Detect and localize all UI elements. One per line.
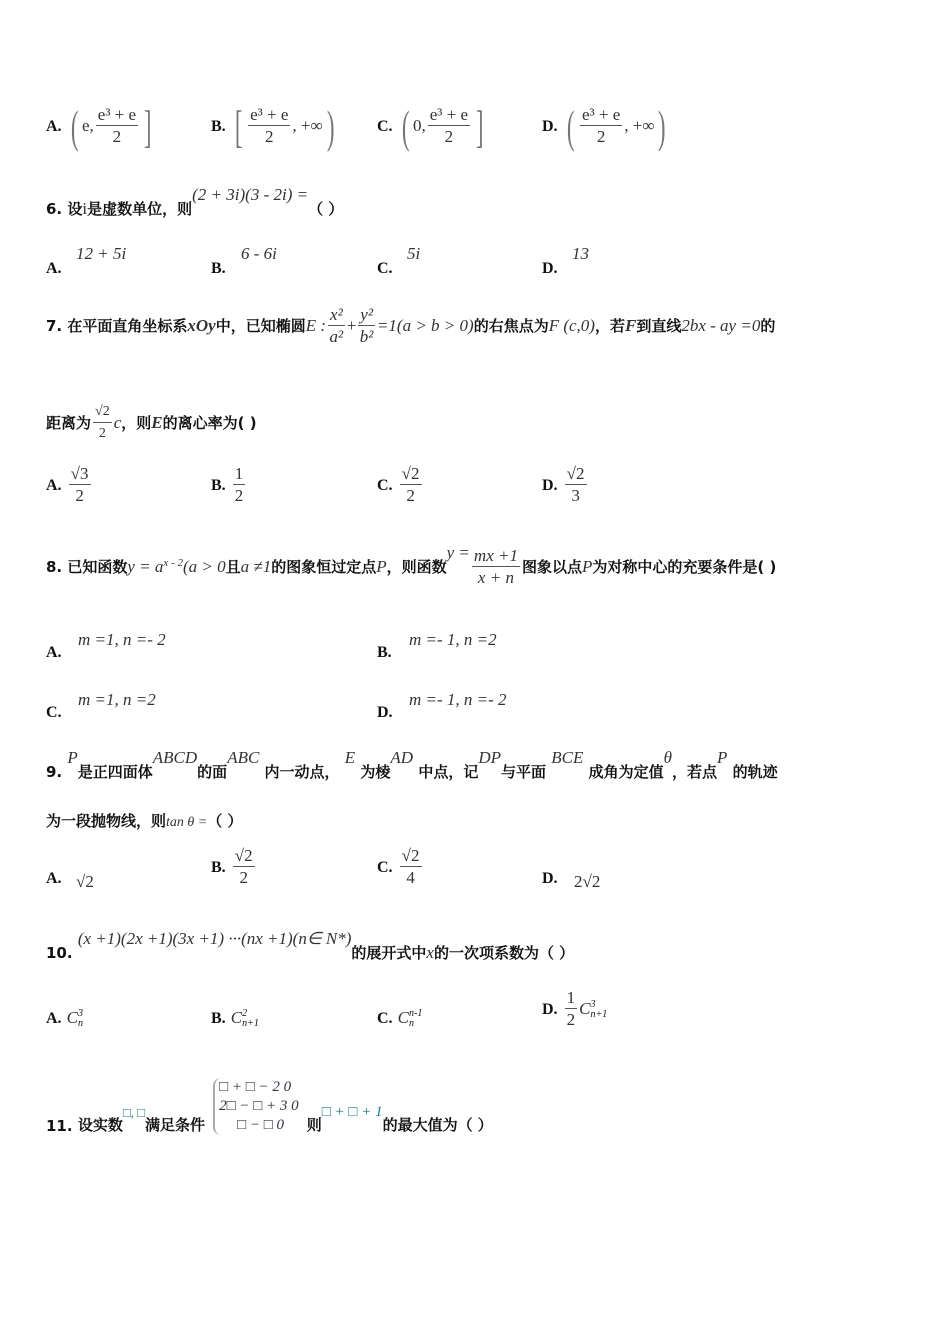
q7-l2b: ，则 (121, 414, 152, 432)
q7-num: 7. (46, 317, 63, 335)
q10-num: 10. (46, 944, 73, 962)
q9-P2: P (717, 748, 728, 767)
q6-options-0-value: 12 + 5i (76, 244, 127, 263)
q10-options-3-pre_n: 1 (566, 988, 576, 1007)
q5-options-3-post: , +∞ (624, 116, 655, 135)
q10-stem (46, 929, 575, 963)
q10-options-3-sub: n+1 (590, 1008, 608, 1020)
q8-cond: (a > 0 (182, 557, 226, 576)
fraction (248, 105, 290, 148)
q5-options-1-close: ) (326, 101, 335, 152)
fraction (400, 464, 422, 507)
fraction (233, 464, 246, 507)
q9-theta: θ (663, 748, 672, 767)
q7-option-b[interactable] (211, 464, 247, 507)
q7-eq: =1(a > b > 0) (376, 316, 474, 335)
q10-options-0-sup: 3 (78, 1007, 83, 1019)
q7-options-1-den: 2 (234, 486, 244, 505)
q10-options-0-C: C (66, 1008, 78, 1027)
q8-option-a[interactable] (46, 630, 166, 661)
q9-t4: 为棱 (360, 763, 391, 781)
q9-stem-line2 (46, 810, 242, 831)
q11-sys-1: 2□ − □ + 3 0 (219, 1098, 299, 1114)
q10-options-3-label: D. (542, 1001, 558, 1018)
q9-options-1-den: 2 (239, 868, 248, 887)
q6-paren: （ ） (308, 200, 344, 218)
q5-options-0-close: ] (143, 101, 152, 152)
q7-options-2-num: √2 (401, 464, 420, 483)
q9-l2b: （ ） (207, 812, 243, 830)
q5-options-2-den: 2 (444, 127, 454, 146)
q10-options-1-label: B. (211, 1010, 226, 1027)
q5-options-1-open: [ (234, 101, 243, 152)
q10-option-c[interactable] (377, 1008, 422, 1029)
q11-t3: 则 (306, 1116, 322, 1134)
q5-options-3-den: 2 (596, 127, 606, 146)
q7-dd: 2 (98, 426, 106, 441)
q5-options-2-close: ] (475, 101, 484, 152)
q10-option-b[interactable] (211, 1008, 259, 1029)
fraction (358, 305, 375, 348)
q7-options-0-den: 2 (75, 486, 84, 505)
q5-options-0-open: ( (70, 101, 79, 152)
q7-c: c (113, 413, 122, 432)
q7-option-d[interactable] (542, 464, 589, 507)
q7-t2: 中，已知椭圆 (215, 317, 306, 335)
q5-options-2-num: e³ + e (429, 105, 469, 124)
q7-options-0-num: √3 (70, 464, 89, 483)
q7-f2d: b² (359, 327, 374, 346)
fraction (93, 402, 112, 445)
q8-option-c[interactable] (46, 690, 156, 721)
q9-BCE: BCE (551, 748, 584, 767)
q6-t2: 是虚数单位，则 (87, 200, 193, 218)
q6-options-1-label: B. (211, 260, 226, 277)
q11-num: 11. (46, 1117, 73, 1135)
fraction (400, 846, 422, 889)
q9-t2: 的面 (197, 763, 228, 781)
q7-t5: 到直线 (636, 317, 682, 335)
q10-options-2-sub: n (409, 1017, 414, 1029)
q10-options-3-C: C (579, 999, 591, 1018)
q9-ABC: ABC (227, 748, 260, 767)
fraction (96, 105, 138, 148)
q11-obj: □ + □ + 1 (321, 1104, 383, 1120)
q7-l2c: 的离心率为( ) (162, 414, 257, 432)
q10-options-3-pre_d: 2 (566, 1010, 576, 1029)
q10-expr: (x +1)(2x +1)(3x +1) ···(nx +1)(n∈ N*) (77, 929, 352, 948)
q6-expr: (2 + 3i)(3 - 2i) = (192, 185, 309, 204)
q5-options-3-open: ( (566, 101, 575, 152)
constraint-system (213, 1078, 299, 1135)
fraction (428, 105, 470, 148)
q8-P: P (376, 557, 387, 576)
fraction (565, 988, 578, 1031)
q9-tan: tan θ = (166, 815, 208, 830)
q7-options-0-label: A. (46, 477, 62, 494)
q8-stem (46, 543, 777, 589)
q8-t6: 为对称中心的充要条件是( ) (592, 558, 777, 576)
q8-t3: 的图象恒过定点 (271, 558, 377, 576)
q6-option-a[interactable] (46, 244, 127, 277)
q9-options-3-value: 2√2 (574, 872, 601, 891)
q7-f1d: a² (329, 327, 344, 346)
q10-options-2-label: C. (377, 1010, 393, 1027)
q10-option-d[interactable] (542, 988, 607, 1031)
q10-options-1-sub: n+1 (242, 1017, 259, 1029)
q8-options-3-label: D. (377, 704, 393, 721)
q6-option-d[interactable] (542, 244, 589, 277)
fraction (69, 464, 91, 507)
q8-t2: 且 (225, 558, 241, 576)
q6-options-2-label: C. (377, 260, 393, 277)
q5-options-2-label: C. (377, 118, 393, 135)
q10-t1: 的展开式中 (351, 944, 427, 962)
q10-options-0-label: A. (46, 1010, 62, 1027)
q9-option-b[interactable] (211, 846, 257, 889)
q6-options-3-label: D. (542, 260, 558, 277)
q8-option-b[interactable] (377, 630, 497, 661)
q9-t3: 内一动点， (264, 763, 340, 781)
q8-options-1-value: m =- 1, n =2 (409, 630, 497, 649)
q8-num: 8. (46, 558, 63, 576)
q9-t8: ，若点 (671, 763, 717, 781)
q9-options-3-label: D. (542, 870, 558, 887)
q10-options-0-sub: n (78, 1017, 83, 1029)
q9-num: 9. (46, 763, 63, 781)
q7-stem-line1 (46, 305, 775, 348)
q7-F: F (c,0) (548, 316, 595, 335)
q6-option-c[interactable] (377, 244, 421, 277)
q6-options-3-value: 13 (572, 244, 589, 263)
q5-options-2-open: ( (401, 101, 410, 152)
q6-i: i (82, 199, 88, 218)
q7-options-3-num: √2 (566, 464, 585, 483)
q11-stem (46, 1078, 493, 1135)
q11-t4: 的最大值为（ ） (382, 1116, 493, 1134)
q8-options-1-label: B. (377, 644, 392, 661)
q5-options-0-label: A. (46, 118, 62, 135)
q10-options-3-sup: 3 (590, 998, 596, 1010)
q8-options-2-value: m =1, n =2 (78, 690, 156, 709)
q7-option-a[interactable] (46, 464, 93, 507)
q9-t5: 中点，记 (418, 763, 479, 781)
q7-plus: + (346, 316, 357, 335)
q11-vars: □, □ (122, 1105, 146, 1120)
q7-t3: 的右焦点为 (473, 317, 549, 335)
fraction (328, 305, 345, 348)
q8-cond2: a ≠1 (240, 557, 272, 576)
q11-sys-2: □ − □ 0 (237, 1117, 285, 1133)
q8-P2: P (581, 557, 593, 576)
q8-options-2-label: C. (46, 704, 62, 721)
q5-options-1-post: , +∞ (292, 116, 323, 135)
q7-options-3-label: D. (542, 477, 558, 494)
q8-t1: 已知函数 (67, 558, 128, 576)
q6-options-1-value: 6 - 6i (241, 244, 277, 263)
q10-t2: 的一次项系数为（ ） (433, 944, 575, 962)
q5-options-3-label: D. (542, 118, 558, 135)
q8-y: y = (446, 543, 470, 562)
q11-sys-0: □ + □ − 2 0 (219, 1079, 292, 1095)
q5-option-a[interactable] (46, 100, 155, 153)
q7-f2n: y² (360, 305, 373, 324)
q8-t5: 图象以点 (521, 558, 582, 576)
q9-options-2-label: C. (377, 859, 393, 876)
q7-Fb: F (624, 316, 637, 335)
q8-option-d[interactable] (377, 690, 507, 721)
q7-t1: 在平面直角坐标系 (67, 317, 188, 335)
q9-AD: AD (390, 748, 414, 767)
q9-option-a[interactable] (46, 846, 94, 891)
q6-option-b[interactable] (211, 244, 277, 277)
q8-options-0-value: m =1, n =- 2 (78, 630, 166, 649)
q9-ABCD: ABCD (152, 748, 198, 767)
fraction (580, 105, 622, 148)
q9-t9: 的轨迹 (732, 763, 778, 781)
q9-DP: DP (478, 748, 502, 767)
q8-fx: y = a (127, 557, 164, 576)
q7-f1n: x² (330, 305, 343, 324)
fraction (472, 546, 520, 589)
q10-options-2-sup: n-1 (409, 1007, 423, 1019)
q8-options-3-value: m =- 1, n =- 2 (409, 690, 507, 709)
q5-option-c[interactable] (377, 100, 487, 153)
q8-options-0-label: A. (46, 644, 62, 661)
q5-option-d[interactable] (542, 100, 670, 153)
q9-option-c[interactable] (377, 846, 424, 889)
q9-options-0-label: A. (46, 870, 62, 887)
q9-stem-line1 (46, 748, 778, 782)
q5-options-1-num: e³ + e (250, 105, 289, 124)
fraction (233, 846, 255, 889)
q7-line: 2bx - ay =0 (681, 316, 761, 335)
q8-fd: x + n (477, 568, 514, 587)
q7-options-1-num: 1 (234, 464, 244, 483)
q10-x: x (426, 943, 434, 962)
q9-options-1-num: √2 (234, 846, 253, 865)
q5-options-1-label: B. (211, 118, 226, 135)
q9-options-0-value: √2 (76, 872, 94, 891)
q5-option-b[interactable] (211, 100, 338, 153)
q5-options-2-pre: 0, (412, 116, 426, 135)
q8-fn: mx +1 (473, 546, 518, 565)
q9-option-d[interactable] (542, 846, 601, 891)
q9-E: E (344, 748, 356, 767)
q9-t6: 与平面 (501, 763, 547, 781)
q6-t1: 设 (67, 200, 83, 218)
q8-t4: ，则函数 (386, 558, 447, 576)
q8-exp: x - 2 (163, 557, 183, 569)
q7-t4: ，若 (594, 317, 625, 335)
q7-xoy: xOy (187, 316, 216, 335)
q6-options-0-label: A. (46, 260, 62, 277)
q9-options-1-label: B. (211, 859, 226, 876)
q9-t1: 是正四面体 (77, 763, 153, 781)
fraction (565, 464, 587, 507)
q10-options-2-C: C (397, 1008, 409, 1027)
q6-options-2-value: 5i (407, 244, 421, 263)
q10-options-1-C: C (230, 1008, 243, 1027)
q11-t2: 满足条件 (145, 1116, 206, 1134)
q6-num: 6. (46, 200, 63, 218)
q7-options-1-label: B. (211, 477, 226, 494)
q7-Eb: E (151, 413, 163, 432)
q9-P: P (67, 748, 78, 767)
q5-options-3-num: e³ + e (581, 105, 621, 124)
q9-options-2-num: √2 (401, 846, 420, 865)
q9-l2a: 为一段抛物线，则 (46, 812, 167, 830)
q7-options-3-den: 3 (571, 486, 580, 505)
q7-l2a: 距离为 (46, 414, 92, 432)
q6-stem (46, 185, 344, 219)
q9-t7: 成角为定值 (588, 763, 664, 781)
q5-options-3-close: ) (658, 101, 666, 152)
q5-options-0-den: 2 (112, 127, 122, 146)
q5-options-1-den: 2 (264, 127, 274, 146)
q5-options-0-num: e³ + e (97, 105, 137, 124)
q5-options-0-pre: e, (81, 116, 94, 135)
q11-t1: 设实数 (77, 1116, 123, 1134)
q7-t6: 的 (760, 317, 776, 335)
q7-options-2-label: C. (377, 477, 393, 494)
q7-stem-line2 (46, 402, 257, 445)
q9-options-2-den: 4 (406, 868, 415, 887)
q7-options-2-den: 2 (406, 486, 415, 505)
q10-option-a[interactable] (46, 1008, 83, 1029)
q7-e_pre: E : (305, 316, 327, 335)
q10-options-1-sup: 2 (242, 1007, 248, 1019)
q7-option-c[interactable] (377, 464, 424, 507)
q7-dn: √2 (93, 402, 112, 423)
